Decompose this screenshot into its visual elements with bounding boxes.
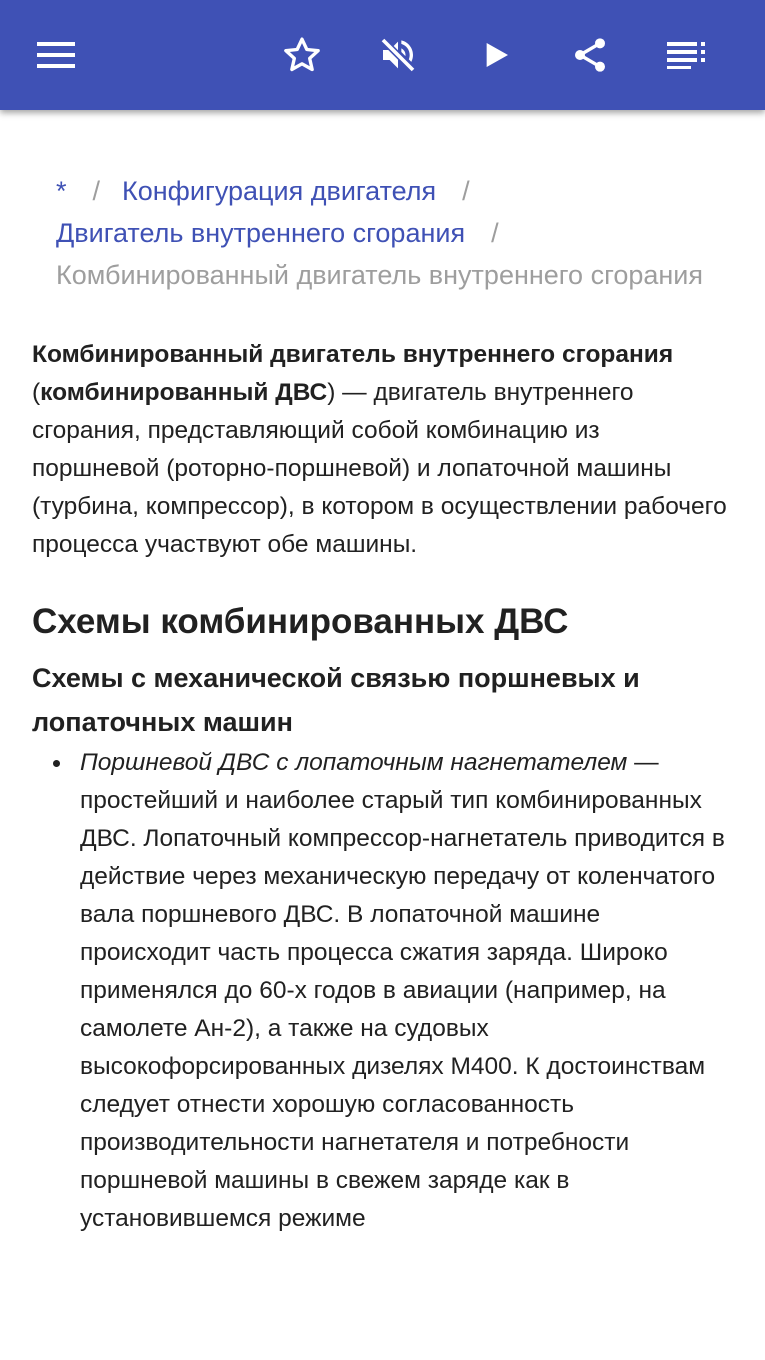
lead-paragraph <box>32 336 732 564</box>
list-item-term: Поршневой ДВС с лопаточным нагнетателем <box>80 749 628 776</box>
play-icon <box>480 39 512 71</box>
breadcrumb <box>56 170 732 296</box>
share-icon <box>570 33 610 77</box>
breadcrumb-separator: / <box>491 218 499 248</box>
mute-button[interactable] <box>373 30 423 80</box>
volume-off-icon <box>378 35 418 75</box>
play-button[interactable] <box>471 30 521 80</box>
star-icon <box>282 35 322 75</box>
section-title: Схемы комбинированных ДВС <box>32 602 569 641</box>
menu-button[interactable] <box>31 30 81 80</box>
article-content <box>32 170 732 1238</box>
lead-open-paren: ( <box>32 379 41 406</box>
toc-icon <box>667 41 705 69</box>
list-item <box>32 744 732 1238</box>
share-button[interactable] <box>565 30 615 80</box>
breadcrumb-separator: / <box>462 176 470 206</box>
app-bar <box>0 0 765 110</box>
subsection-title: Схемы с механической связью поршневых и лопаточных машин <box>32 663 640 737</box>
lead-term: Комбинированный двигатель внутреннего сгорания <box>32 341 674 368</box>
schemes-list <box>32 744 732 1238</box>
breadcrumb-link-ice[interactable]: Двигатель внутреннего сгорания <box>56 218 466 248</box>
contents-button[interactable] <box>661 30 711 80</box>
breadcrumb-link-engine-config[interactable]: Конфигурация двигателя <box>122 176 437 206</box>
favorite-button[interactable] <box>277 30 327 80</box>
list-item-text: — простейший и наиболее старый тип комбинированных ДВС. Лопаточный компрессор-нагнетатель приводится в действие через механическую передачу от коленчатого вала поршневого ДВС. В лопаточной машине происходит часть процесса сжатия заряда. Широко применялся до 60-х годов в авиации (например, на самолете Ан-2), а также на судовых высокофорсированных дизелях М400. К достоинствам следует отнести хорошую согласованность производительности нагнетателя и потребности поршневой машины в свежем заряде как в установившемся режиме <box>80 749 725 1232</box>
bullet-icon <box>53 760 60 767</box>
menu-icon <box>37 41 75 69</box>
lead-text: ) — двигатель внутреннего сгорания, представляющий собой комбинацию из поршневой (роторно-поршневой) и лопаточной машины (турбина, компрессор), в котором в осуществлении рабочего процесса участвуют обе машины. <box>32 379 727 558</box>
breadcrumb-separator: / <box>92 176 101 206</box>
breadcrumb-root-link[interactable]: * <box>56 176 67 206</box>
breadcrumb-current: Комбинированный двигатель внутреннего сгорания <box>56 260 703 290</box>
lead-abbr: комбинированный ДВС <box>40 379 328 406</box>
